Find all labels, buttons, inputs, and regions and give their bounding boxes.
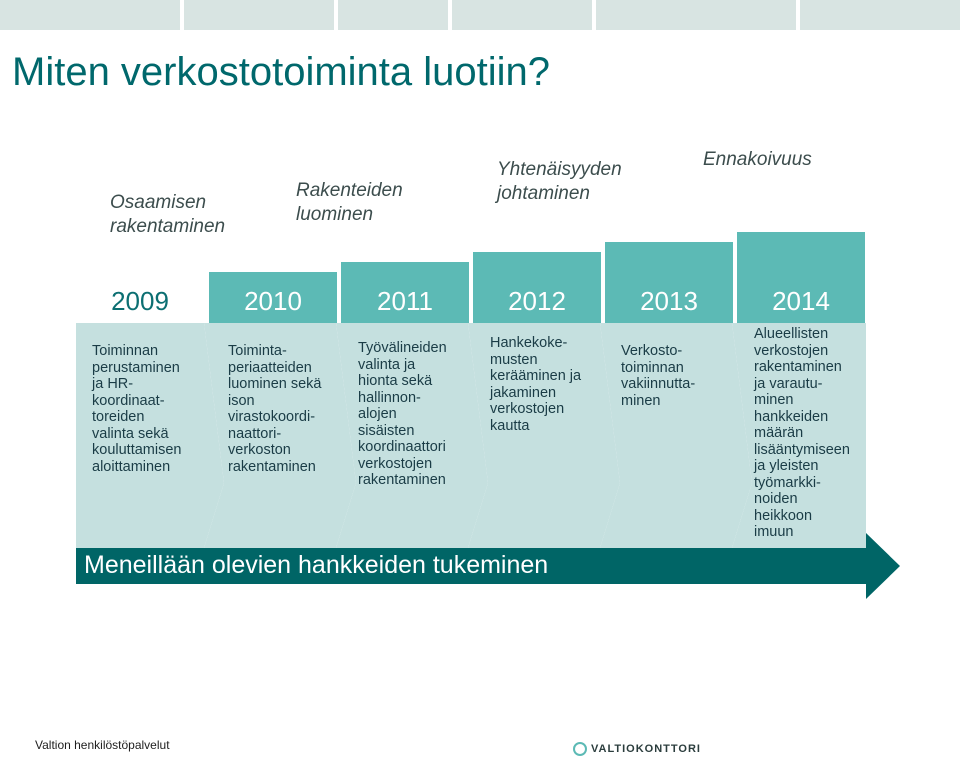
year-tab-2009: 2009 [76,282,204,323]
year-tab-2011: 2011 [341,262,469,323]
year-tab-2013: 2013 [605,242,733,323]
year-tab-2014: 2014 [737,232,865,323]
theme-rakenteiden-luominen: Rakenteiden luominen [296,180,403,225]
band-arrow-head [866,533,900,599]
step-panel-2009 [76,323,224,548]
step-text-2011: Työvälineiden valinta ja hionta sekä hallinnon- alojen sisäisten koordinaattori verkostojen rakentaminen [358,340,447,488]
page-title: Miten verkostotoiminta luotiin? [12,50,551,94]
step-panel-2012 [468,323,620,548]
band-label: Meneillään olevien hankkeiden tukeminen [84,551,549,579]
logo-icon [573,742,587,756]
step-text-2009: Toiminnan perustaminen ja HR- koordinaat- toreiden valinta sekä kouluttamisen aloittaminen [92,343,182,475]
step-panel-2010 [204,323,356,548]
step-panel-2013 [600,323,752,548]
theme-yhtenaisyyden-johtaminen: Yhtenäisyyden johtaminen [497,159,622,204]
top-decorative-bars [0,0,960,30]
step-text-2012: Hankekoke- musten kerääminen ja jakaminen verkostojen kautta [490,335,582,434]
year-tab-2010: 2010 [209,272,337,323]
theme-ennakoivuus: Ennakoivuus [703,149,812,170]
step-text-2013: Verkosto- toiminnan vakiinnutta- minen [621,343,696,409]
footer-organization: Valtion henkilöstöpalvelut [35,738,170,752]
theme-osaamisen-rakentaminen: Osaamisen rakentaminen [110,192,226,237]
valtiokonttori-logo [573,740,701,758]
logo-text: VALTIOKONTTORI [591,743,701,755]
step-text-2010: Toiminta- periaatteiden luominen sekä ison virastokoordi- naattori- verkoston rakentaminen [228,343,322,475]
step-panel-2014 [732,323,866,548]
step-text-2014: Alueellisten verkostojen rakentaminen ja varautu- minen hankkeiden määrän lisääntymiseen ja yleisten työmarkki- noiden heikkoon imuun [754,326,850,540]
step-panel-2011 [336,323,488,548]
year-tab-2012: 2012 [473,252,601,323]
